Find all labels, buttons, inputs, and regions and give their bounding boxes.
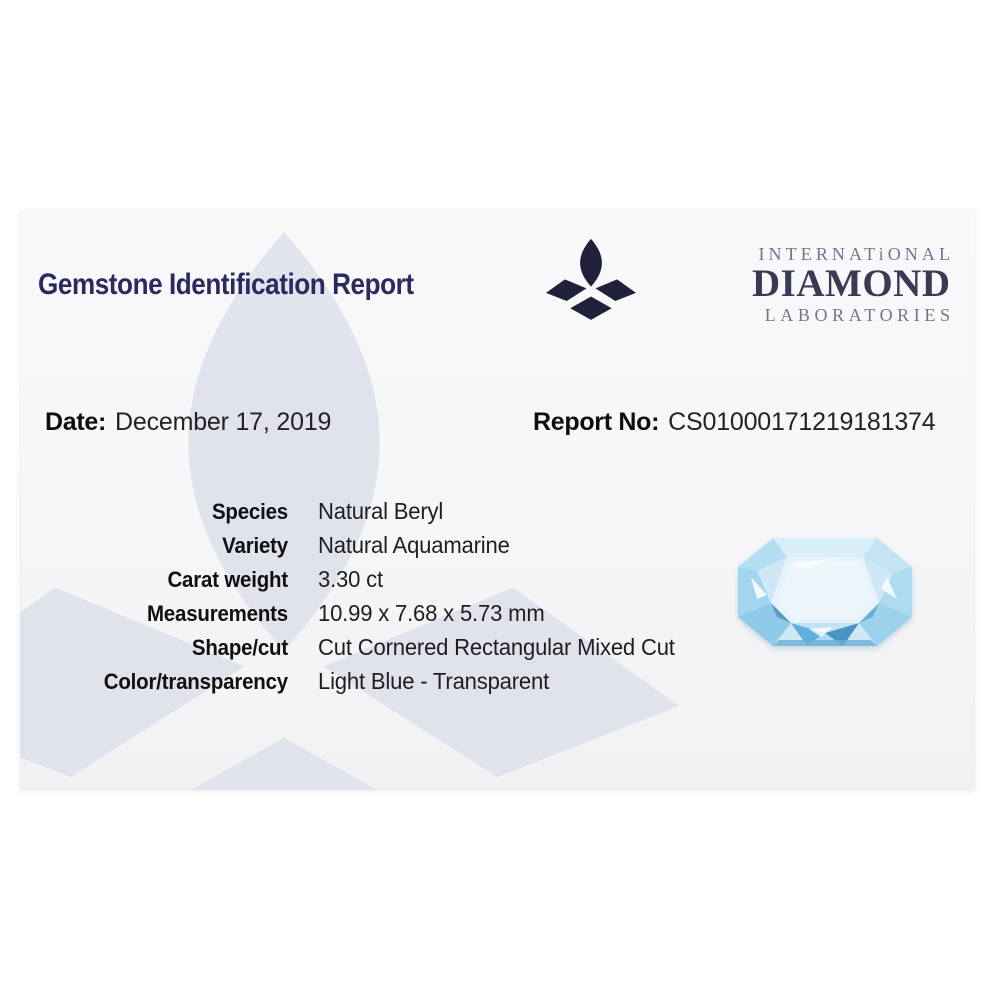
property-row-variety [45,532,765,566]
property-value: Cut Cornered Rectangular Mixed Cut [318,634,675,660]
date-label: Date: [45,408,107,436]
property-label: Species [211,499,288,524]
properties-table [45,498,765,702]
brand-word-international: INTERNATiONAL [758,244,955,264]
property-row-color-transparency [45,668,765,702]
report-no-label: Report No: [533,408,660,436]
brand-text [750,234,955,326]
property-label: Variety [222,533,288,558]
report-card [20,210,975,790]
property-value: Light Blue - Transparent [318,668,550,694]
report-title: Gemstone Identification Report [38,268,414,301]
property-row-shape-cut [45,634,765,668]
property-row-carat-weight [45,566,765,600]
property-value: 10.99 x 7.68 x 5.73 mm [318,600,545,626]
property-value: Natural Beryl [318,498,444,524]
brand-word-diamond: DIAMOND [752,262,951,305]
date-value: December 17, 2019 [115,408,332,436]
property-label: Color/transparency [103,669,288,694]
property-row-measurements [45,600,765,634]
property-label: Measurements [146,601,288,626]
property-row-species [45,498,765,532]
report-number-field [533,408,935,437]
property-value: 3.30 ct [318,566,383,592]
aquamarine-gem-photo [737,537,913,647]
lotus-diamond-icon [540,238,642,328]
date-field [45,408,331,437]
property-label: Shape/cut [191,635,288,660]
property-label: Carat weight [167,567,288,592]
brand-word-laboratories: LABORATORIES [764,305,955,325]
property-value: Natural Aquamarine [318,532,510,558]
meta-row [45,408,950,442]
report-no-value: CS01000171219181374 [668,408,936,436]
